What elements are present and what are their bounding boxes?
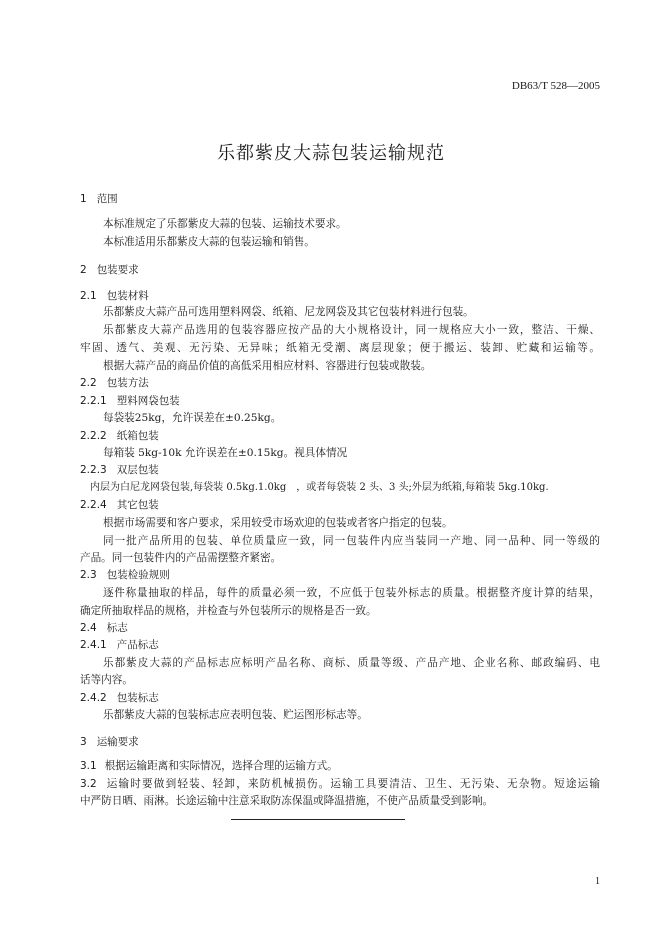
section-2-2-4-paragraph-2-line-2: 产品。同一包装件内的产品需摆整齐紧密。 <box>80 552 282 564</box>
section-2-2-3-paragraph: 内层为白尼龙网袋包装,每袋装 0.5kg.1.0kg ，或者每袋装 2 头、3 头;外层为纸箱,每箱装 5kg.10kg. <box>90 482 549 493</box>
section-2-2-1-paragraph: 每袋装25kg，允许误差在±0.25kg。 <box>103 412 282 424</box>
section-3-1-number: 3.1 <box>80 760 97 772</box>
section-2-1-heading <box>80 288 149 305</box>
section-2-2-1-heading <box>80 393 180 410</box>
section-2-2-4-title: 其它包装 <box>116 499 159 511</box>
section-2-4-2-paragraph: 乐都紫皮大蒜的包装标志应表明包装、贮运图形标志等。 <box>103 709 368 721</box>
section-1-paragraph-2: 本标准适用乐都紫皮大蒜的包装运输和销售。 <box>103 236 315 248</box>
section-2-4-1-title: 产品标志 <box>116 639 159 651</box>
section-1-number: 1 <box>80 193 87 205</box>
section-3-2-text-line-2: 中严防日晒、雨淋。长途运输中注意采取防冻保温或降温措施，不使产品质量受到影响。 <box>80 795 494 807</box>
section-2-3-heading <box>80 567 170 584</box>
section-2-2-heading <box>80 375 149 392</box>
section-2-2-2-paragraph: 每箱装 5kg-10k 允许误差在±0.15kg。视具体情况 <box>103 447 348 459</box>
section-2-1-paragraph-2-line-1: 乐都紫皮大蒜产品选用的包装容器应按产品的大小规格设计，同一规格应大小一致，整洁、干燥、 <box>103 324 600 336</box>
section-2-4-title: 标志 <box>106 622 128 634</box>
section-2-2-2-number: 2.2.2 <box>80 430 107 442</box>
section-2-1-paragraph-1: 乐都紫皮大蒜产品可选用塑料网袋、纸箱、尼龙网袋及其它包装材料进行包装。 <box>103 306 474 318</box>
section-2-4-2-title: 包装标志 <box>116 692 159 704</box>
section-2-2-3-title: 双层包装 <box>116 464 159 476</box>
section-2-2-2-title: 纸箱包装 <box>116 430 159 442</box>
section-3-number: 3 <box>80 736 87 748</box>
section-1-paragraph-1: 本标准规定了乐都紫皮大蒜的包装、运输技术要求。 <box>103 218 347 230</box>
section-3-1-text: 根据运输距离和实际情况，选择合理的运输方式。 <box>104 760 338 772</box>
section-2-3-number: 2.3 <box>80 569 97 581</box>
section-1-title: 范围 <box>96 193 118 205</box>
section-2-4-1-paragraph-line-1: 乐都紫皮大蒜的产品标志应标明产品名称、商标、质量等级、产品产地、企业名称、邮政编码、电 <box>103 657 600 669</box>
section-2-2-4-paragraph-1: 根据市场需要和客户要求，采用较受市场欢迎的包装或者客户指定的包装。 <box>103 517 453 529</box>
section-2-2-1-title: 塑料网袋包装 <box>116 395 180 407</box>
section-2-1-number: 2.1 <box>80 290 97 302</box>
section-2-title: 包装要求 <box>96 264 139 276</box>
section-2-1-title: 包装材料 <box>106 290 149 302</box>
section-2-3-paragraph-line-1: 逐件称量抽取的样品，每件的质量必须一致，不应低于包装外标志的质量。根据整齐度计算的结果， <box>103 587 600 599</box>
section-3-heading <box>80 734 139 751</box>
section-2-2-3-heading <box>80 462 159 479</box>
document-title: 乐都紫皮大蒜包装运输规范 <box>217 143 445 164</box>
section-3-2-text-line-1: 运输时要做到轻装、轻卸，来防机械损伤。运输工具要清洁、卫生、无污染、无杂物。短途运输 <box>106 778 600 790</box>
section-2-2-3-number: 2.2.3 <box>80 464 107 476</box>
section-2-1-paragraph-3: 根据大蒜产品的商品价值的高低采用相应材料、容器进行包装或散装。 <box>103 360 432 372</box>
section-3-2-line-1 <box>80 776 600 793</box>
section-2-2-title: 包装方法 <box>106 377 149 389</box>
section-2-4-1-paragraph-line-2: 话等内容。 <box>80 674 133 686</box>
section-2-4-1-heading <box>80 637 159 654</box>
section-2-4-heading <box>80 620 128 637</box>
section-2-2-4-paragraph-2-line-1: 同一批产品所用的包装、单位质量应一致，同一包装件内应当装同一产地、同一品种、同一等级的 <box>103 535 600 547</box>
section-2-heading <box>80 262 139 279</box>
section-2-4-1-number: 2.4.1 <box>80 639 107 651</box>
section-3-2-number: 3.2 <box>80 778 97 790</box>
end-rule <box>231 819 405 820</box>
section-2-1-paragraph-2-line-2: 牢固、透气、美观、无污染、无异味；纸箱无受潮、离层现象；便于搬运、装卸、贮藏和运输等。 <box>80 342 600 354</box>
section-2-2-1-number: 2.2.1 <box>80 395 107 407</box>
section-2-number: 2 <box>80 264 87 276</box>
document-code: DB63/T 528—2005 <box>511 80 600 92</box>
section-3-title: 运输要求 <box>96 736 139 748</box>
section-2-2-number: 2.2 <box>80 377 97 389</box>
section-3-1-line <box>80 758 338 775</box>
section-1-heading <box>80 191 118 208</box>
section-2-2-2-heading <box>80 428 159 445</box>
section-2-4-2-number: 2.4.2 <box>80 692 107 704</box>
section-2-2-4-heading <box>80 497 159 514</box>
section-2-3-title: 包装检验规则 <box>106 569 170 581</box>
section-2-3-paragraph-line-2: 确定所抽取样品的规格，并检查与外包装所示的规格是否一致。 <box>80 605 377 617</box>
section-2-2-4-number: 2.2.4 <box>80 499 107 511</box>
page-number: 1 <box>595 876 600 887</box>
section-2-4-number: 2.4 <box>80 622 97 634</box>
section-2-4-2-heading <box>80 690 159 707</box>
